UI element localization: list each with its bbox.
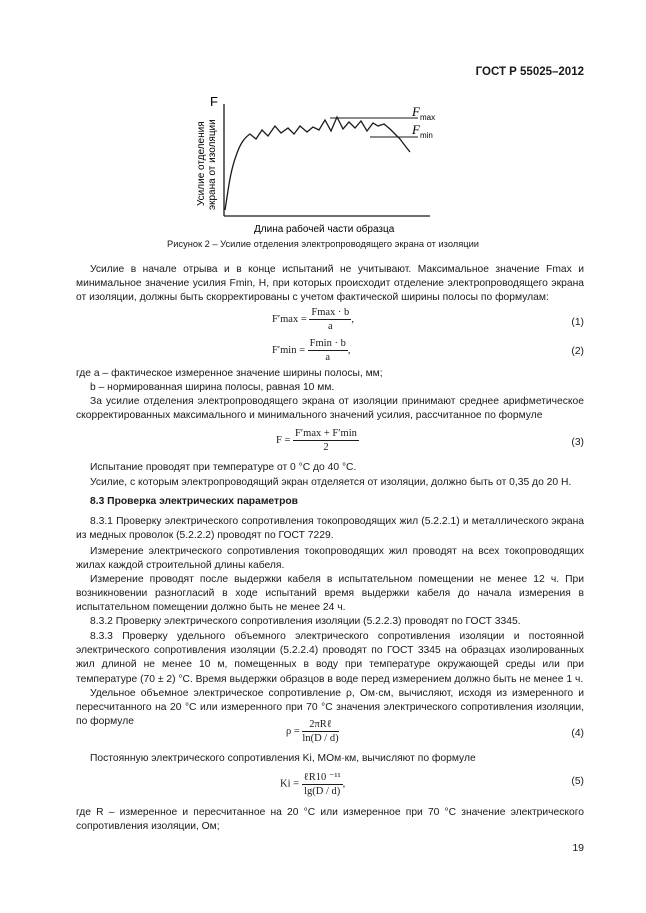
equation-3 xyxy=(276,428,359,453)
eq5-denominator: lg(D / d) xyxy=(304,786,341,797)
eq4-denominator: ln(D / d) xyxy=(302,733,339,744)
where-a: где a – фактическое измеренное значение ширины полосы, мм; xyxy=(76,368,383,379)
eq3-lhs: F = xyxy=(276,434,291,446)
figure-caption: Рисунок 2 – Усилие отделения электропроводящего экрана от изоляции xyxy=(167,239,479,249)
paragraph-8-3-1-b: Измерение электрического сопротивления токопроводящих жил проводят на всех токопроводящих жилах каждой строительной длины кабеля. xyxy=(76,546,584,572)
equation-3-number: (3) xyxy=(571,437,584,448)
section-heading: 8.3 Проверка электрических параметров xyxy=(90,496,298,507)
document-id: ГОСТ Р 55025–2012 xyxy=(475,66,584,78)
paragraph-temperature: Испытание проводят при температуре от 0 °С до 40 °С. xyxy=(90,462,357,473)
eq5-lhs: Ki = xyxy=(280,778,300,790)
eq5-tail: , xyxy=(342,778,346,790)
paragraph-8-3-3-b: Удельное объемное электрическое сопротивление ρ, Ом·см, вычисляют, исходя из измеренного и пересчитанного на 20 °С или измеренного при 70 °С значения электрического сопротивления изоляции, по формуле xyxy=(76,688,584,728)
fmax-label xyxy=(411,104,435,122)
eq2-tail: , xyxy=(347,344,351,356)
paragraph-8-3-3-c: Постоянную электрического сопротивления Ki, МОм·км, вычисляют по формуле xyxy=(90,753,476,764)
eq1-tail: , xyxy=(351,313,354,325)
equation-4 xyxy=(286,719,339,744)
eq4-lhs: ρ = xyxy=(286,725,300,737)
equation-5 xyxy=(280,771,345,797)
fmin-label-sub: min xyxy=(419,131,433,140)
equation-1-number: (1) xyxy=(571,317,584,328)
eq1-denominator: a xyxy=(328,321,333,332)
equation-2 xyxy=(272,338,350,363)
paragraph-8-3-1: 8.3.1 Проверку электрического сопротивления токопроводящих жил (5.2.2.1) и металлического экрана из медных проволок (5.2.2.2) проводят по ГОСТ 7229. xyxy=(76,516,584,542)
paragraph-average: За усилие отделения электропроводящего экрана от изоляции принимают среднее арифметическое скорректированных максимального и минимального значений усилия, рассчитанное по формуле xyxy=(76,396,584,422)
chart-axes xyxy=(224,104,430,216)
equation-2-number: (2) xyxy=(571,346,584,357)
paragraph-8-3-2: 8.3.2 Проверку электрического сопротивления изоляции (5.2.2.3) проводят по ГОСТ 3345. xyxy=(90,616,521,627)
eq3-numerator: F′max + F′min xyxy=(295,428,357,439)
y-axis-label-line1: Усилие отделения xyxy=(196,121,207,206)
where-b: b – нормированная ширина полосы, равная 10 мм. xyxy=(90,382,335,393)
y-axis-symbol: F xyxy=(210,94,218,109)
eq4-numerator: 2πRℓ xyxy=(302,719,338,732)
fmin-label-f: F xyxy=(412,122,420,137)
y-axis-label-line2: экрана от изоляции xyxy=(207,119,218,210)
equation-4-number: (4) xyxy=(571,728,584,739)
force-chart xyxy=(180,92,480,242)
eq3-denominator: 2 xyxy=(323,442,329,453)
page-number: 19 xyxy=(572,842,584,854)
eq1-numerator: Fmax · b xyxy=(311,307,350,318)
eq1-lhs: F′max = xyxy=(272,313,307,325)
eq5-numerator: ℓR10 ⁻¹¹ xyxy=(303,772,341,783)
equation-1 xyxy=(272,307,354,332)
eq2-numerator: Fmin · b xyxy=(309,338,346,349)
paragraph-force-range: Усилие, с которым электропроводящий экран отделяется от изоляции, должно быть от 0,35 до 20 Н. xyxy=(90,477,572,488)
paragraph-corrections: Усилие в начале отрыва и в конце испытаний не учитывают. Максимальное значение Fmax и минимальное значение усилия Fmin, Н, при которых происходит отделение электропроводящего экрана от изоляции, должны быть скорректированы с учетом фактической ширины полосы по формулам: xyxy=(76,264,584,304)
eq2-lhs: F′min = xyxy=(272,344,306,356)
x-axis-label: Длина рабочей части образца xyxy=(254,224,395,235)
fmax-label-f: F xyxy=(412,104,420,119)
force-curve xyxy=(225,117,410,210)
fmax-label-sub: max xyxy=(419,113,436,122)
paragraph-where-r: где R – измеренное и пересчитанное на 20 °С или измеренное при 70 °С значение электрического сопротивления изоляции, Ом; xyxy=(76,807,584,833)
paragraph-8-3-3: 8.3.3 Проверку удельного объемного электрического сопротивления изоляции и постоянной электрического сопротивления изоляции (5.2.2.4) проводят по ГОСТ 3345 на образцах изолированных жил длиной не менее 10 м, помещенных в воду при температуре окружающей среды или при температуре (70 ± 2) °С. Время выдержки образцов в воде перед измерением должно быть не менее 1 ч. xyxy=(76,631,584,685)
equation-5-number: (5) xyxy=(571,776,584,787)
paragraph-8-3-1-c: Измерение проводят после выдержки кабеля в испытательном помещении не менее 12 ч. При возникновении разногласий в ходе испытаний время выдержки кабеля до начала измерения в испытательном помещении должно быть не менее 24 ч. xyxy=(76,574,584,614)
eq2-denominator: a xyxy=(325,352,331,363)
